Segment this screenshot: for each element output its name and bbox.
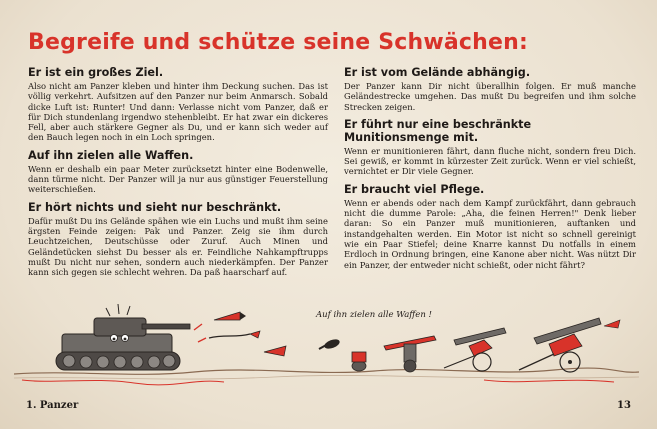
left-column bbox=[28, 66, 328, 283]
section-body: Also nicht am Panzer kleben und hinter ihm Deckung suchen. Das ist völlig verkehrt. Aufsitzen auf den Panzer nur beim Anmarsch. Sobald dicke Luft ist: Runter! Und dann: Verlasse nicht vom Panzer, daß er für Dich stundenlang irgendwo stehenbleibt. Er hat zwar ein dickeres Fell, aber auch stärkere Gegner als Du, und er kann sich weder auf den Bauch legen noch in ein Loch springen. bbox=[28, 81, 328, 143]
anti-tank-gun-icon bbox=[384, 336, 436, 372]
section-heading: Er ist vom Gelände abhängig. bbox=[344, 66, 531, 79]
section-heading: Er hört nichts und sieht nur beschränkt. bbox=[28, 200, 282, 214]
section-limited-senses bbox=[28, 201, 328, 278]
illustration bbox=[14, 286, 639, 392]
artillery-gun-icon bbox=[519, 318, 620, 372]
tank-icon bbox=[56, 304, 190, 370]
field-gun-icon bbox=[444, 328, 506, 371]
projectile-icons bbox=[194, 312, 286, 356]
section-heading: Er ist ein großes Ziel. bbox=[28, 66, 164, 79]
section-body: Dafür mußt Du ins Gelände spähen wie ein Luchs und mußt ihm seine ärgsten Feinde zeigen: Pak und Panzer. Zeig sie ihm durch Leuchtzeichen, Deutschüsse oder Zuruf. Auch Minen und Geländetücken siehst Du besser als er. Feindliche Nahkampftrupps mußt Du nicht nur sehen, sondern auch niederkämpfen. Der Panzer kann sich gegen sie schlecht wehren. Da paß haarscharf auf. bbox=[28, 215, 328, 278]
illustration-caption: Auf ihn zielen alle Waffen ! bbox=[316, 310, 432, 320]
section-limited-ammo bbox=[344, 118, 636, 177]
section-terrain-dependent bbox=[344, 66, 636, 112]
section-heading: Er führt nur eine beschränkte Munitionsmenge mit. bbox=[344, 117, 532, 144]
section-body: Wenn er deshalb ein paar Meter zurücksetzt hinter eine Bodenwelle, dann türme nicht. Der Panzer will ja nur aus günstiger Feuerstellung weiterschießen. bbox=[28, 163, 328, 195]
section-needs-maintenance bbox=[344, 183, 636, 270]
section-body: Der Panzer kann Dir nicht überallhin folgen. Er muß manche Geländestrecke umgehen. Das mußt Du begreifen und ihm solche Strecken zeigen. bbox=[344, 81, 636, 112]
section-body: Wenn er abends oder nach dem Kampf zurückfährt, dann gebrauch nicht die dumme Parole: „Aha, die feinen Herren!" Denk lieber daran: So ein Panzer muß munitionieren, auftanken und instandgehalten werden. Ein Motor ist nicht so schnell gereinigt wie ein Paar Stiefel; deine Knarre kannst Du notfalls in einem Erdloch in Ordnung bringen, eine Kanone aber nicht. Was nützt Dir ein Panzer, der entweder nicht schießt, oder nicht fährt? bbox=[344, 197, 636, 270]
page-title: Begreife und schütze seine Schwächen: bbox=[28, 30, 528, 55]
right-column bbox=[344, 66, 636, 276]
page-number: 13 bbox=[617, 400, 631, 411]
red-terrain bbox=[22, 380, 224, 385]
section-all-weapons-aim bbox=[28, 149, 328, 195]
section-heading: Er braucht viel Pflege. bbox=[344, 182, 485, 196]
section-heading: Auf ihn zielen alle Waffen. bbox=[28, 148, 194, 162]
section-body: Wenn er munitionieren fährt, dann fluche nicht, sondern freu Dich. Sei gewiß, er kommt in kürzester Zeit zurück. Wenn er viel schießt, vernichtet er Dir viele Gegner. bbox=[344, 145, 636, 177]
grenade-icons bbox=[319, 338, 366, 371]
section-large-target bbox=[28, 66, 328, 143]
footer-chapter: 1. Panzer bbox=[26, 400, 79, 411]
